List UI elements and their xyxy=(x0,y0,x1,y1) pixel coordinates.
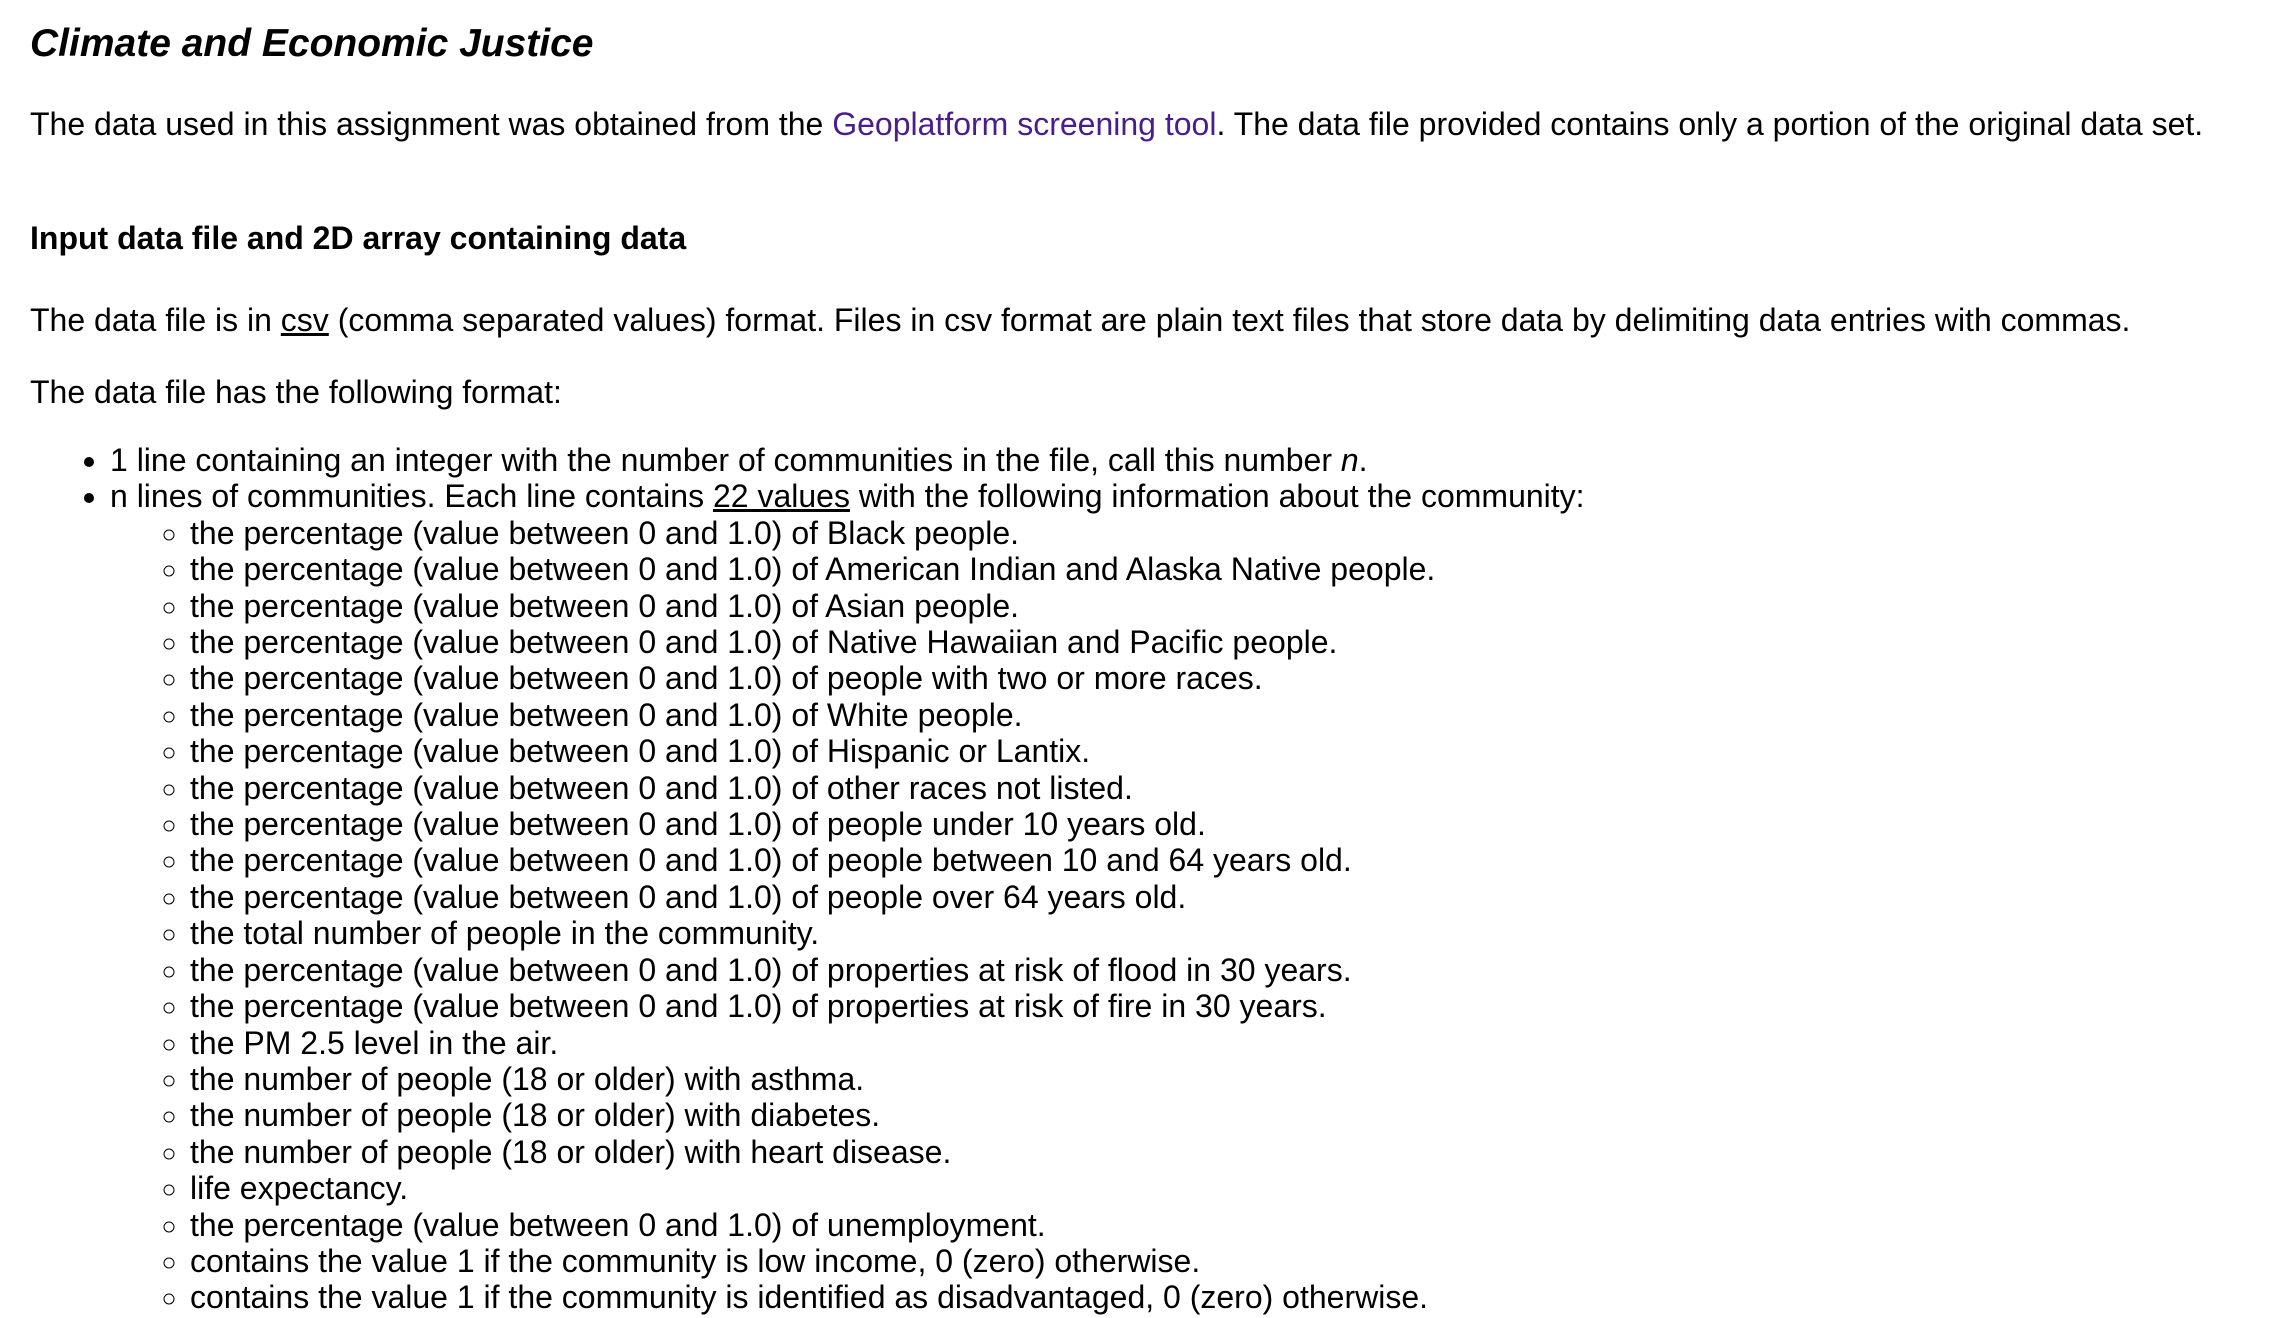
page-title: Climate and Economic Justice xyxy=(30,22,594,65)
community-lines-text-after: with the following information about the community: xyxy=(849,478,1585,515)
community-values-list xyxy=(110,515,1585,1316)
intro-text-before-link: The data used in this assignment was obtained from the xyxy=(30,106,833,142)
value-item: ◦ the percentage (value between 0 and 1.0) of other races not listed. xyxy=(190,770,1585,806)
value-item: ◦ the percentage (value between 0 and 1.0) of people over 64 years old. xyxy=(190,879,1585,915)
value-item: ◦ the percentage (value between 0 and 1.0) of people with two or more races. xyxy=(190,660,1585,696)
community-lines-text-before: n lines of communities. Each line contains xyxy=(110,478,713,515)
intro-text-after-link: . The data file provided contains only a portion of the original data set. xyxy=(1216,106,2204,142)
value-item: ◦ the percentage (value between 0 and 1.0) of Asian people. xyxy=(190,588,1585,624)
value-item: ◦ contains the value 1 if the community is low income, 0 (zero) otherwise. xyxy=(190,1243,1585,1279)
format-item-community-lines xyxy=(110,478,1585,1315)
value-item: ◦ the percentage (value between 0 and 1.0) of properties at risk of fire in 30 years. xyxy=(190,988,1585,1024)
format-list xyxy=(30,442,1585,1316)
value-item: ◦ the PM 2.5 level in the air. xyxy=(190,1025,1585,1061)
value-item: ◦ the number of people (18 or older) with diabetes. xyxy=(190,1097,1585,1133)
value-item: ◦ the percentage (value between 0 and 1.0) of Native Hawaiian and Pacific people. xyxy=(190,624,1585,660)
value-item: ◦ the percentage (value between 0 and 1.0) of unemployment. xyxy=(190,1207,1585,1243)
value-item: ◦ the percentage (value between 0 and 1.0) of people under 10 years old. xyxy=(190,806,1585,842)
format-intro: The data file has the following format: xyxy=(30,374,562,410)
value-item: ◦ the percentage (value between 0 and 1.0) of American Indian and Alaska Native people. xyxy=(190,551,1585,587)
count-variable: n xyxy=(1340,442,1359,478)
count-line-text: 1 line containing an integer with the number of communities in the file, call this number xyxy=(110,442,1341,478)
value-item: ◦ the number of people (18 or older) with asthma. xyxy=(190,1061,1585,1097)
csv-text-before: The data file is in xyxy=(30,302,281,338)
value-item: ◦ the total number of people in the community. xyxy=(190,915,1585,951)
value-item: ◦ the percentage (value between 0 and 1.0) of Black people. xyxy=(190,515,1585,551)
value-item: ◦ the number of people (18 or older) with heart disease. xyxy=(190,1134,1585,1170)
value-item: ◦ contains the value 1 if the community is identified as disadvantaged, 0 (zero) otherwise. xyxy=(190,1279,1585,1315)
value-item: ◦ the percentage (value between 0 and 1.0) of people between 10 and 64 years old. xyxy=(190,842,1585,878)
value-item: ◦ the percentage (value between 0 and 1.0) of White people. xyxy=(190,697,1585,733)
section-heading: Input data file and 2D array containing data xyxy=(30,220,687,256)
value-item: ◦ life expectancy. xyxy=(190,1170,1585,1206)
value-item: ◦ the percentage (value between 0 and 1.0) of Hispanic or Lantix. xyxy=(190,733,1585,769)
format-item-count-line xyxy=(110,442,1585,478)
values-count-term: 22 values xyxy=(712,478,850,515)
count-line-end: . xyxy=(1358,442,1368,478)
value-item: ◦ the percentage (value between 0 and 1.0) of properties at risk of flood in 30 years. xyxy=(190,952,1585,988)
csv-text-after: (comma separated values) format. Files in csv format are plain text files that store data by delimiting data entries with commas. xyxy=(328,302,2131,338)
csv-term: csv xyxy=(280,302,329,338)
intro-paragraph xyxy=(30,104,2203,144)
geoplatform-link[interactable]: Geoplatform screening tool xyxy=(832,106,1217,142)
csv-paragraph xyxy=(30,300,2130,340)
